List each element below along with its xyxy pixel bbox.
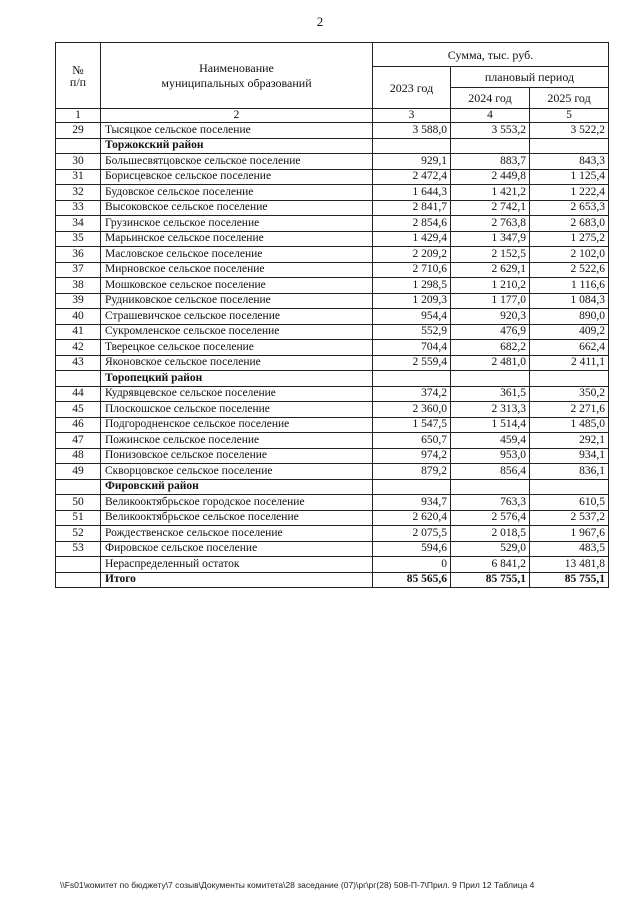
value-2023: 2 559,4 <box>373 355 451 371</box>
value-2024: 2 763,8 <box>451 216 530 232</box>
value-2025: 662,4 <box>530 340 609 356</box>
value-2023: 2 841,7 <box>373 200 451 216</box>
row-number: 29 <box>56 123 101 139</box>
value-2024: 763,3 <box>451 495 530 511</box>
value-2024: 476,9 <box>451 324 530 340</box>
header-name: Наименование муниципальных образований <box>101 43 373 109</box>
row-number: 33 <box>56 200 101 216</box>
value-2025: 2 102,0 <box>530 247 609 263</box>
municipality-name: Пожинское сельское поселение <box>101 433 373 449</box>
municipality-name: Будовское сельское поселение <box>101 185 373 201</box>
value-2025: 483,5 <box>530 541 609 557</box>
value-2023: 2 854,6 <box>373 216 451 232</box>
district-name: Торопецкий район <box>101 371 373 387</box>
value-2023: 1 298,5 <box>373 278 451 294</box>
header-2024: 2024 год <box>451 88 530 109</box>
row-number: 38 <box>56 278 101 294</box>
table-row <box>56 216 609 232</box>
district-row <box>56 479 609 495</box>
value-2024: 459,4 <box>451 433 530 449</box>
table-row <box>56 495 609 511</box>
district-name: Фировский район <box>101 479 373 495</box>
value-2023: 3 588,0 <box>373 123 451 139</box>
value-2024: 883,7 <box>451 154 530 170</box>
municipality-name: Мошковское сельское поселение <box>101 278 373 294</box>
value-2024: 2 481,0 <box>451 355 530 371</box>
value-2024: 2 449,8 <box>451 169 530 185</box>
value-2025: 2 522,6 <box>530 262 609 278</box>
value-2025: 350,2 <box>530 386 609 402</box>
municipality-name: Нераспределенный остаток <box>101 557 373 573</box>
value-2024: 920,3 <box>451 309 530 325</box>
table-row <box>56 526 609 542</box>
row-number: 50 <box>56 495 101 511</box>
table-row <box>56 247 609 263</box>
value-2025: 2 271,6 <box>530 402 609 418</box>
row-number <box>56 138 101 154</box>
value-2024: 953,0 <box>451 448 530 464</box>
table-row <box>56 355 609 371</box>
municipality-name: Высоковское сельское поселение <box>101 200 373 216</box>
empty-cell <box>451 138 530 154</box>
value-2024: 2 018,5 <box>451 526 530 542</box>
table-row <box>56 200 609 216</box>
value-2023: 2 710,6 <box>373 262 451 278</box>
table-row <box>56 557 609 573</box>
value-2023: 929,1 <box>373 154 451 170</box>
value-2025: 610,5 <box>530 495 609 511</box>
empty-cell <box>373 479 451 495</box>
table-row <box>56 386 609 402</box>
page-number: 2 <box>316 14 324 29</box>
table-row <box>56 324 609 340</box>
value-2023: 85 565,6 <box>373 572 451 588</box>
table-row <box>56 541 609 557</box>
value-2025: 934,1 <box>530 448 609 464</box>
row-number: 48 <box>56 448 101 464</box>
value-2025: 3 522,2 <box>530 123 609 139</box>
municipality-name: Великооктябрьское сельское поселение <box>101 510 373 526</box>
value-2023: 1 429,4 <box>373 231 451 247</box>
value-2023: 704,4 <box>373 340 451 356</box>
table-row <box>56 154 609 170</box>
table-row <box>56 169 609 185</box>
district-row <box>56 371 609 387</box>
header-sum: Сумма, тыс. руб. <box>373 43 609 67</box>
municipality-name: Рождественское сельское поселение <box>101 526 373 542</box>
row-number: 44 <box>56 386 101 402</box>
value-2025: 843,3 <box>530 154 609 170</box>
table-row <box>56 510 609 526</box>
municipality-name: Тысяцкое сельское поселение <box>101 123 373 139</box>
allocation-table <box>55 42 609 588</box>
column-number: 5 <box>530 109 609 123</box>
municipality-name: Рудниковское сельское поселение <box>101 293 373 309</box>
column-number: 1 <box>56 109 101 123</box>
column-number: 3 <box>373 109 451 123</box>
value-2023: 0 <box>373 557 451 573</box>
row-number: 52 <box>56 526 101 542</box>
column-number-row <box>56 109 609 123</box>
value-2024: 1 514,4 <box>451 417 530 433</box>
municipality-name: Большесвятцовское сельское поселение <box>101 154 373 170</box>
empty-cell <box>373 371 451 387</box>
value-2023: 2 620,4 <box>373 510 451 526</box>
row-number: 36 <box>56 247 101 263</box>
value-2023: 2 360,0 <box>373 402 451 418</box>
table-row <box>56 402 609 418</box>
value-2023: 2 472,4 <box>373 169 451 185</box>
row-number <box>56 371 101 387</box>
municipality-name: Сукромленское сельское поселение <box>101 324 373 340</box>
table-body <box>56 123 609 588</box>
row-number: 32 <box>56 185 101 201</box>
municipality-name: Подгородненское сельское поселение <box>101 417 373 433</box>
row-number: 45 <box>56 402 101 418</box>
table-row <box>56 464 609 480</box>
municipality-name: Плоскошское сельское поселение <box>101 402 373 418</box>
value-2023: 2 209,2 <box>373 247 451 263</box>
value-2025: 890,0 <box>530 309 609 325</box>
row-number <box>56 479 101 495</box>
row-number <box>56 557 101 573</box>
value-2025: 1 084,3 <box>530 293 609 309</box>
row-number: 31 <box>56 169 101 185</box>
value-2025: 1 125,4 <box>530 169 609 185</box>
value-2025: 1 222,4 <box>530 185 609 201</box>
value-2025: 1 485,0 <box>530 417 609 433</box>
empty-cell <box>530 138 609 154</box>
header-planning-period: плановый период <box>451 67 609 88</box>
district-name: Торжокский район <box>101 138 373 154</box>
row-number: 46 <box>56 417 101 433</box>
row-number: 42 <box>56 340 101 356</box>
value-2025: 2 537,2 <box>530 510 609 526</box>
row-number: 35 <box>56 231 101 247</box>
municipality-name: Марьинское сельское поселение <box>101 231 373 247</box>
value-2025: 836,1 <box>530 464 609 480</box>
table-row <box>56 231 609 247</box>
empty-cell <box>451 479 530 495</box>
value-2024: 529,0 <box>451 541 530 557</box>
row-number: 47 <box>56 433 101 449</box>
row-number: 39 <box>56 293 101 309</box>
value-2025: 1 967,6 <box>530 526 609 542</box>
value-2024: 2 576,4 <box>451 510 530 526</box>
value-2025: 1 275,2 <box>530 231 609 247</box>
municipality-name: Понизовское сельское поселение <box>101 448 373 464</box>
column-number: 2 <box>101 109 373 123</box>
value-2025: 409,2 <box>530 324 609 340</box>
table-row <box>56 448 609 464</box>
municipality-name: Тверецкое сельское поселение <box>101 340 373 356</box>
empty-cell <box>530 371 609 387</box>
column-number: 4 <box>451 109 530 123</box>
file-path-footer: \\Fs01\комитет по бюджету\7 созыв\Документы комитета\28 заседание (07)\рг\рг(28) 508-П-7\Прил. 9 Прил 12 Таблица 4 <box>60 880 535 890</box>
municipality-name: Борисцевское сельское поселение <box>101 169 373 185</box>
municipality-name: Скворцовское сельское поселение <box>101 464 373 480</box>
value-2024: 6 841,2 <box>451 557 530 573</box>
empty-cell <box>530 479 609 495</box>
value-2025: 85 755,1 <box>530 572 609 588</box>
table-row <box>56 433 609 449</box>
municipality-name: Грузинское сельское поселение <box>101 216 373 232</box>
value-2024: 682,2 <box>451 340 530 356</box>
value-2025: 2 683,0 <box>530 216 609 232</box>
table-row <box>56 278 609 294</box>
value-2023: 974,2 <box>373 448 451 464</box>
row-number: 41 <box>56 324 101 340</box>
municipality-name: Мирновское сельское поселение <box>101 262 373 278</box>
row-number: 30 <box>56 154 101 170</box>
value-2023: 1 547,5 <box>373 417 451 433</box>
empty-cell <box>451 371 530 387</box>
row-number: 37 <box>56 262 101 278</box>
municipality-name: Масловское сельское поселение <box>101 247 373 263</box>
value-2024: 2 629,1 <box>451 262 530 278</box>
value-2023: 1 644,3 <box>373 185 451 201</box>
municipality-name: Яконовское сельское поселение <box>101 355 373 371</box>
table-row <box>56 293 609 309</box>
row-number: 53 <box>56 541 101 557</box>
value-2024: 1 210,2 <box>451 278 530 294</box>
value-2023: 650,7 <box>373 433 451 449</box>
table-row <box>56 340 609 356</box>
row-number <box>56 572 101 588</box>
municipality-name: Фировское сельское поселение <box>101 541 373 557</box>
table-row <box>56 123 609 139</box>
district-row <box>56 138 609 154</box>
row-number: 49 <box>56 464 101 480</box>
table-row <box>56 309 609 325</box>
value-2025: 2 653,3 <box>530 200 609 216</box>
value-2024: 2 152,5 <box>451 247 530 263</box>
row-number: 43 <box>56 355 101 371</box>
header-2025: 2025 год <box>530 88 609 109</box>
value-2023: 374,2 <box>373 386 451 402</box>
municipality-name: Итого <box>101 572 373 588</box>
row-number: 51 <box>56 510 101 526</box>
value-2023: 934,7 <box>373 495 451 511</box>
value-2023: 594,6 <box>373 541 451 557</box>
value-2024: 2 313,3 <box>451 402 530 418</box>
value-2025: 1 116,6 <box>530 278 609 294</box>
municipality-name: Великооктябрьское городское поселение <box>101 495 373 511</box>
header-2023: 2023 год <box>373 67 451 109</box>
row-number: 40 <box>56 309 101 325</box>
value-2023: 879,2 <box>373 464 451 480</box>
total-row <box>56 572 609 588</box>
value-2024: 1 421,2 <box>451 185 530 201</box>
value-2023: 552,9 <box>373 324 451 340</box>
value-2024: 1 177,0 <box>451 293 530 309</box>
header-num: № п/п <box>56 43 101 109</box>
table-row <box>56 417 609 433</box>
empty-cell <box>373 138 451 154</box>
value-2024: 85 755,1 <box>451 572 530 588</box>
value-2024: 2 742,1 <box>451 200 530 216</box>
table-row <box>56 185 609 201</box>
value-2024: 1 347,9 <box>451 231 530 247</box>
table-row <box>56 262 609 278</box>
value-2023: 954,4 <box>373 309 451 325</box>
value-2023: 1 209,3 <box>373 293 451 309</box>
municipality-name: Страшевичское сельское поселение <box>101 309 373 325</box>
row-number: 34 <box>56 216 101 232</box>
value-2023: 2 075,5 <box>373 526 451 542</box>
value-2024: 856,4 <box>451 464 530 480</box>
value-2025: 13 481,8 <box>530 557 609 573</box>
value-2025: 2 411,1 <box>530 355 609 371</box>
value-2024: 3 553,2 <box>451 123 530 139</box>
municipality-name: Кудрявцевское сельское поселение <box>101 386 373 402</box>
value-2024: 361,5 <box>451 386 530 402</box>
value-2025: 292,1 <box>530 433 609 449</box>
